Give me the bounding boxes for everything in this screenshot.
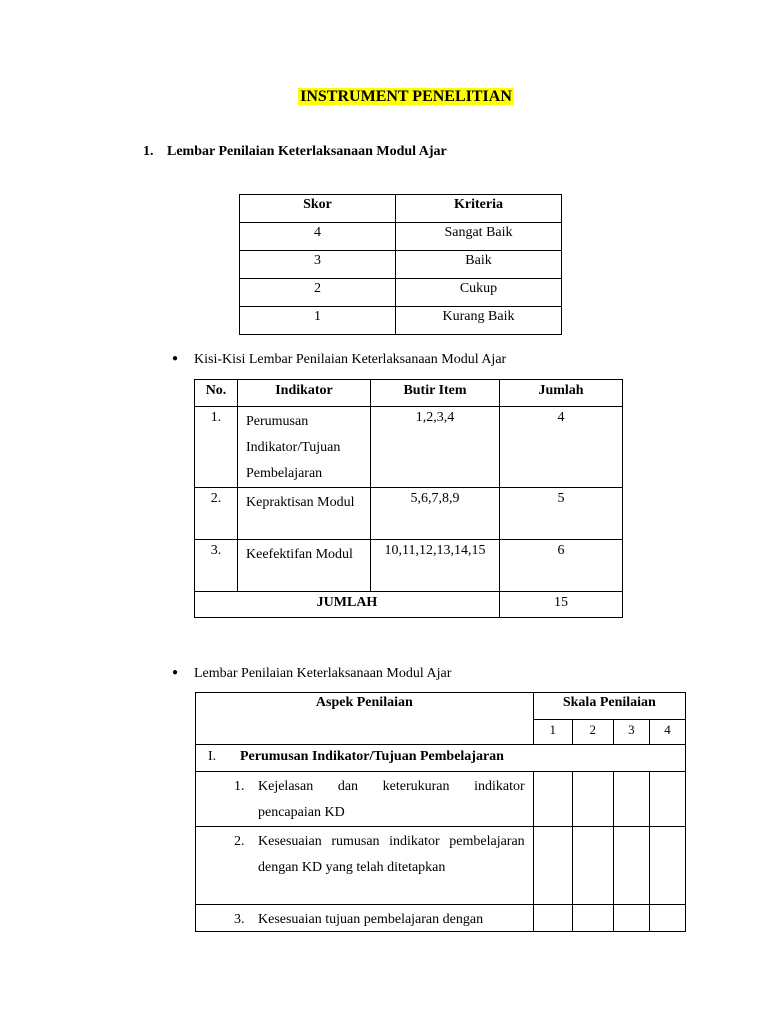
bullet-icon: ● <box>172 667 179 678</box>
cell-kriteria: Baik <box>396 251 562 279</box>
cell-kriteria: Cukup <box>396 279 562 307</box>
kisi-kisi-table <box>194 379 623 618</box>
table-row <box>196 772 686 827</box>
section-heading-text: Lembar Penilaian Keterlaksanaan Modul Ajar <box>167 144 447 159</box>
document-title-text: INSTRUMENT PENELITIAN <box>300 88 512 105</box>
score-cell[interactable] <box>533 772 572 827</box>
score-cell[interactable] <box>613 827 649 905</box>
item-cell <box>196 827 534 905</box>
score-cell[interactable] <box>649 827 685 905</box>
section-title-cell <box>196 745 686 772</box>
score-cell[interactable] <box>649 772 685 827</box>
score-cell[interactable] <box>572 905 613 932</box>
item-number: 1. <box>234 779 245 794</box>
cell-skor: 2 <box>240 279 396 307</box>
score-cell[interactable] <box>533 827 572 905</box>
score-cell[interactable] <box>572 827 613 905</box>
score-cell[interactable] <box>613 772 649 827</box>
table-header-row <box>240 195 562 223</box>
cell-butir-item: 1,2,3,4 <box>371 407 500 488</box>
skor-kriteria-table <box>239 194 562 335</box>
score-cell[interactable] <box>533 905 572 932</box>
cell-butir-item: 5,6,7,8,9 <box>371 488 500 540</box>
header-jumlah: Jumlah <box>500 380 623 407</box>
item-text: Kesesuaian rumusan indikator pembelajaran dengan KD yang telah ditetapkan <box>258 834 525 875</box>
cell-butir-item: 10,11,12,13,14,15 <box>371 540 500 592</box>
table-row <box>195 540 623 592</box>
header-skala-penilaian: Skala Penilaian <box>533 693 685 720</box>
header-no: No. <box>195 380 238 407</box>
bullet-lembar-penilaian <box>172 666 451 682</box>
header-skor: Skor <box>240 195 396 223</box>
cell-no: 2. <box>195 488 238 540</box>
item-number: 2. <box>234 834 245 849</box>
cell-indikator: Keefektifan Modul <box>238 540 371 592</box>
cell-skor: 3 <box>240 251 396 279</box>
bullet-text: Kisi-Kisi Lembar Penilaian Keterlaksanaan Modul Ajar <box>194 352 507 367</box>
scale-4: 4 <box>649 720 685 745</box>
section-number: 1. <box>143 144 154 159</box>
table-row <box>240 223 562 251</box>
header-kriteria: Kriteria <box>396 195 562 223</box>
section-title: Perumusan Indikator/Tujuan Pembelajaran <box>240 749 504 764</box>
table-row <box>240 251 562 279</box>
cell-no: 3. <box>195 540 238 592</box>
score-cell[interactable] <box>613 905 649 932</box>
table-row <box>240 279 562 307</box>
total-value: 15 <box>500 592 623 618</box>
cell-jumlah: 4 <box>500 407 623 488</box>
header-indikator: Indikator <box>238 380 371 407</box>
cell-jumlah: 5 <box>500 488 623 540</box>
section-roman-number: I. <box>208 749 217 764</box>
cell-no: 1. <box>195 407 238 488</box>
item-cell <box>196 772 534 827</box>
section-row <box>196 745 686 772</box>
item-text: Kesesuaian tujuan pembelajaran dengan <box>258 912 484 927</box>
scale-2: 2 <box>572 720 613 745</box>
cell-kriteria: Sangat Baik <box>396 223 562 251</box>
section-1-heading <box>143 144 447 160</box>
bullet-kisi-kisi <box>172 352 506 368</box>
table-row <box>196 827 686 905</box>
scale-3: 3 <box>613 720 649 745</box>
cell-jumlah: 6 <box>500 540 623 592</box>
cell-indikator: Kepraktisan Modul <box>238 488 371 540</box>
document-title <box>0 88 768 106</box>
bullet-icon: ● <box>172 353 179 364</box>
table-header-row <box>195 380 623 407</box>
cell-indikator: Perumusan Indikator/Tujuan Pembelajaran <box>238 407 371 488</box>
item-cell <box>196 905 534 932</box>
item-number: 3. <box>234 912 245 927</box>
item-cut-wrapper <box>234 907 525 931</box>
cell-kriteria: Kurang Baik <box>396 307 562 335</box>
item-text: Kejelasan dan keterukuran indikator pencapaian KD <box>258 779 525 820</box>
score-cell[interactable] <box>572 772 613 827</box>
score-cell[interactable] <box>649 905 685 932</box>
bullet-text: Lembar Penilaian Keterlaksanaan Modul Ajar <box>194 666 452 681</box>
table-total-row <box>195 592 623 618</box>
table-header-row <box>196 693 686 720</box>
cell-skor: 4 <box>240 223 396 251</box>
table-row <box>195 407 623 488</box>
table-row <box>240 307 562 335</box>
header-butir-item: Butir Item <box>371 380 500 407</box>
header-aspek-penilaian: Aspek Penilaian <box>196 693 534 745</box>
table-row <box>196 905 686 932</box>
penilaian-table <box>195 692 686 932</box>
scale-1: 1 <box>533 720 572 745</box>
table-row <box>195 488 623 540</box>
total-label: JUMLAH <box>195 592 500 618</box>
cell-skor: 1 <box>240 307 396 335</box>
